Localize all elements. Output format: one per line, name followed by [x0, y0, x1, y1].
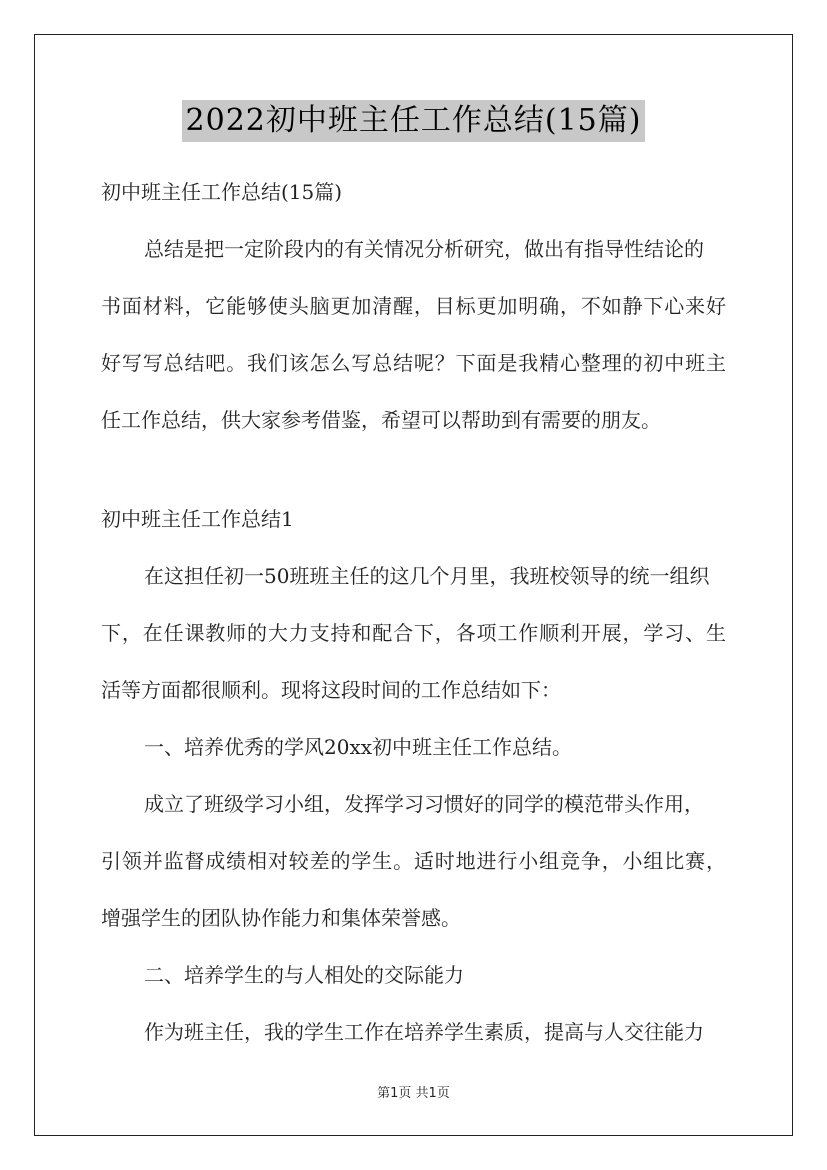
para2-line-1: 成立了班级学习小组，发挥学习习惯好的同学的模范带头作用，: [144, 792, 704, 816]
para1-line-3: 活等方面都很顺利。现将这段时间的工作总结如下：: [101, 678, 561, 702]
document-title: 2022初中班主任工作总结(15篇): [182, 100, 646, 142]
intro-line-4: 任工作总结，供大家参考借鉴，希望可以帮助到有需要的朋友。: [101, 408, 661, 432]
title-container: [0, 100, 827, 142]
para2-line-3: 增强学生的团队协作能力和集体荣誉感。: [101, 906, 461, 930]
document-subtitle: 初中班主任工作总结(15篇): [101, 180, 343, 204]
page-footer: 第1页 共1页: [377, 1086, 450, 1101]
section-heading: 初中班主任工作总结1: [101, 507, 294, 531]
para1-line-2: 下，在任课教师的大力支持和配合下，各项工作顺利开展，学习、生: [101, 621, 726, 645]
para2-line-2: 引领并监督成绩相对较差的学生。适时地进行小组竞争，小组比赛，: [101, 849, 726, 873]
intro-line-2: 书面材料，它能够使头脑更加清醒，目标更加明确，不如静下心来好: [101, 294, 726, 318]
intro-line-3: 好写写总结吧。我们该怎么写总结呢？下面是我精心整理的初中班主: [101, 351, 726, 375]
para1-line-1: 在这担任初一50班班主任的这几个月里，我班校领导的统一组织: [144, 564, 710, 588]
item1-heading: 一、培养优秀的学风20xx初中班主任工作总结。: [144, 735, 573, 759]
para3-line-1: 作为班主任，我的学生工作在培养学生素质，提高与人交往能力: [144, 1020, 704, 1044]
intro-line-1: 总结是把一定阶段内的有关情况分析研究，做出有指导性结论的: [144, 237, 704, 261]
item2-heading: 二、培养学生的与人相处的交际能力: [144, 963, 464, 987]
